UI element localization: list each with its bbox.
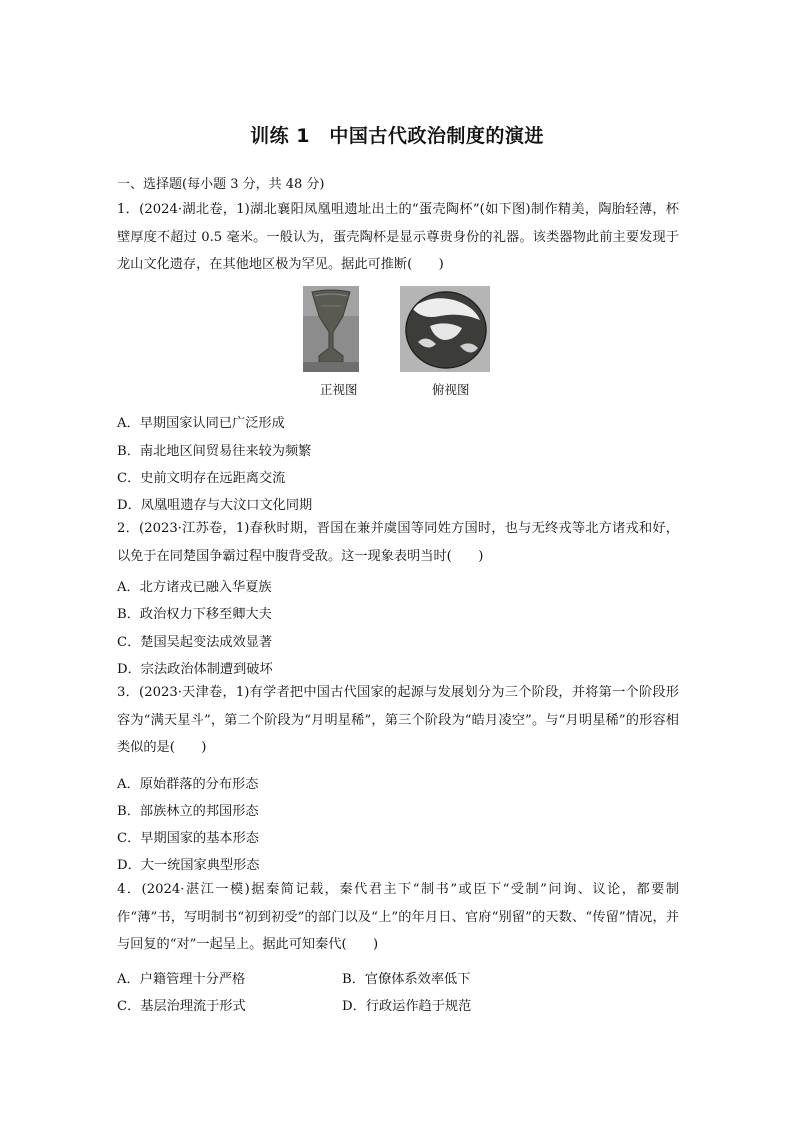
front-view-caption: 正视图 [320,382,358,397]
top-view-caption: 俯视图 [432,382,470,397]
q2-option-a: A．北方诸戎已融入华夏族 [117,580,272,595]
q1-option-a: A．早期国家认同已广泛形成 [117,416,285,431]
q3-option-a: A．原始群落的分布形态 [117,777,259,792]
cup-top-view-image [400,286,490,372]
q4-option-a: A．户籍管理十分严格 [117,972,246,987]
q2-option-d: D．宗法政治体制遭到破坏 [117,662,273,677]
q1-option-b: B．南北地区间贸易往来较为频繁 [117,444,312,459]
cup-front-view-graphic [303,286,359,372]
q4-option-c: C．基层治理流于形式 [117,999,246,1014]
page-title: 训练 1 中国古代政治制度的演进 [250,125,544,147]
q3-option-b: B．部族林立的邦国形态 [117,804,259,819]
cup-top-view-graphic [400,286,490,372]
q3-option-c: C．早期国家的基本形态 [117,831,259,846]
q1-option-d: D．凤凰咀遗存与大汶口文化同期 [117,498,313,513]
q3-option-d: D．大一统国家典型形态 [117,858,260,873]
section-heading: 一、选择题(每小题 3 分，共 48 分) [117,177,325,192]
q2-option-c: C．楚国吴起变法成效显著 [117,635,273,650]
cup-front-view-image [303,286,359,372]
question-1-stem: 1．(2024·湖北卷，1)湖北襄阳凤凰咀遗址出土的“蛋壳陶杯”(如下图)制作精美，陶胎轻薄，杯壁厚度不超过 0.5 毫米。一般认为，蛋壳陶杯是显示尊贵身份的礼器。该类器物此前主要发现于龙山文化遗存，在其他地区极为罕见。据此可推断( ) [117,202,679,272]
question-4-stem: 4．(2024·湛江一模)据秦简记载，秦代君主下“制书”或臣下“受制”问询、议论，都要制作“薄”书，写明制书“初到初受”的部门以及“上”的年月日、官府“别留”的天数、“传留”情况，并与回复的“对”一起呈上。据此可知秦代( ) [117,882,679,952]
q2-option-b: B．政治权力下移至卿大夫 [117,607,272,622]
question-2-stem: 2．(2023·江苏卷，1)春秋时期，晋国在兼并虞国等同姓方国时，也与无终戎等北方诸戎和好，以免于在同楚国争霸过程中腹背受敌。这一现象表明当时( ) [117,521,679,564]
question-3-stem: 3．(2023·天津卷，1)有学者把中国古代国家的起源与发展划分为三个阶段，并将第一个阶段形容为“满天星斗”，第二个阶段为“月明星稀”，第三个阶段为“皓月凌空”。与“月明星稀”的形容相类似的是( ) [117,685,679,755]
q1-option-c: C．史前文明存在远距离交流 [117,471,286,486]
q4-option-d: D．行政运作趋于规范 [342,999,472,1014]
q4-option-b: B．官僚体系效率低下 [342,972,471,987]
